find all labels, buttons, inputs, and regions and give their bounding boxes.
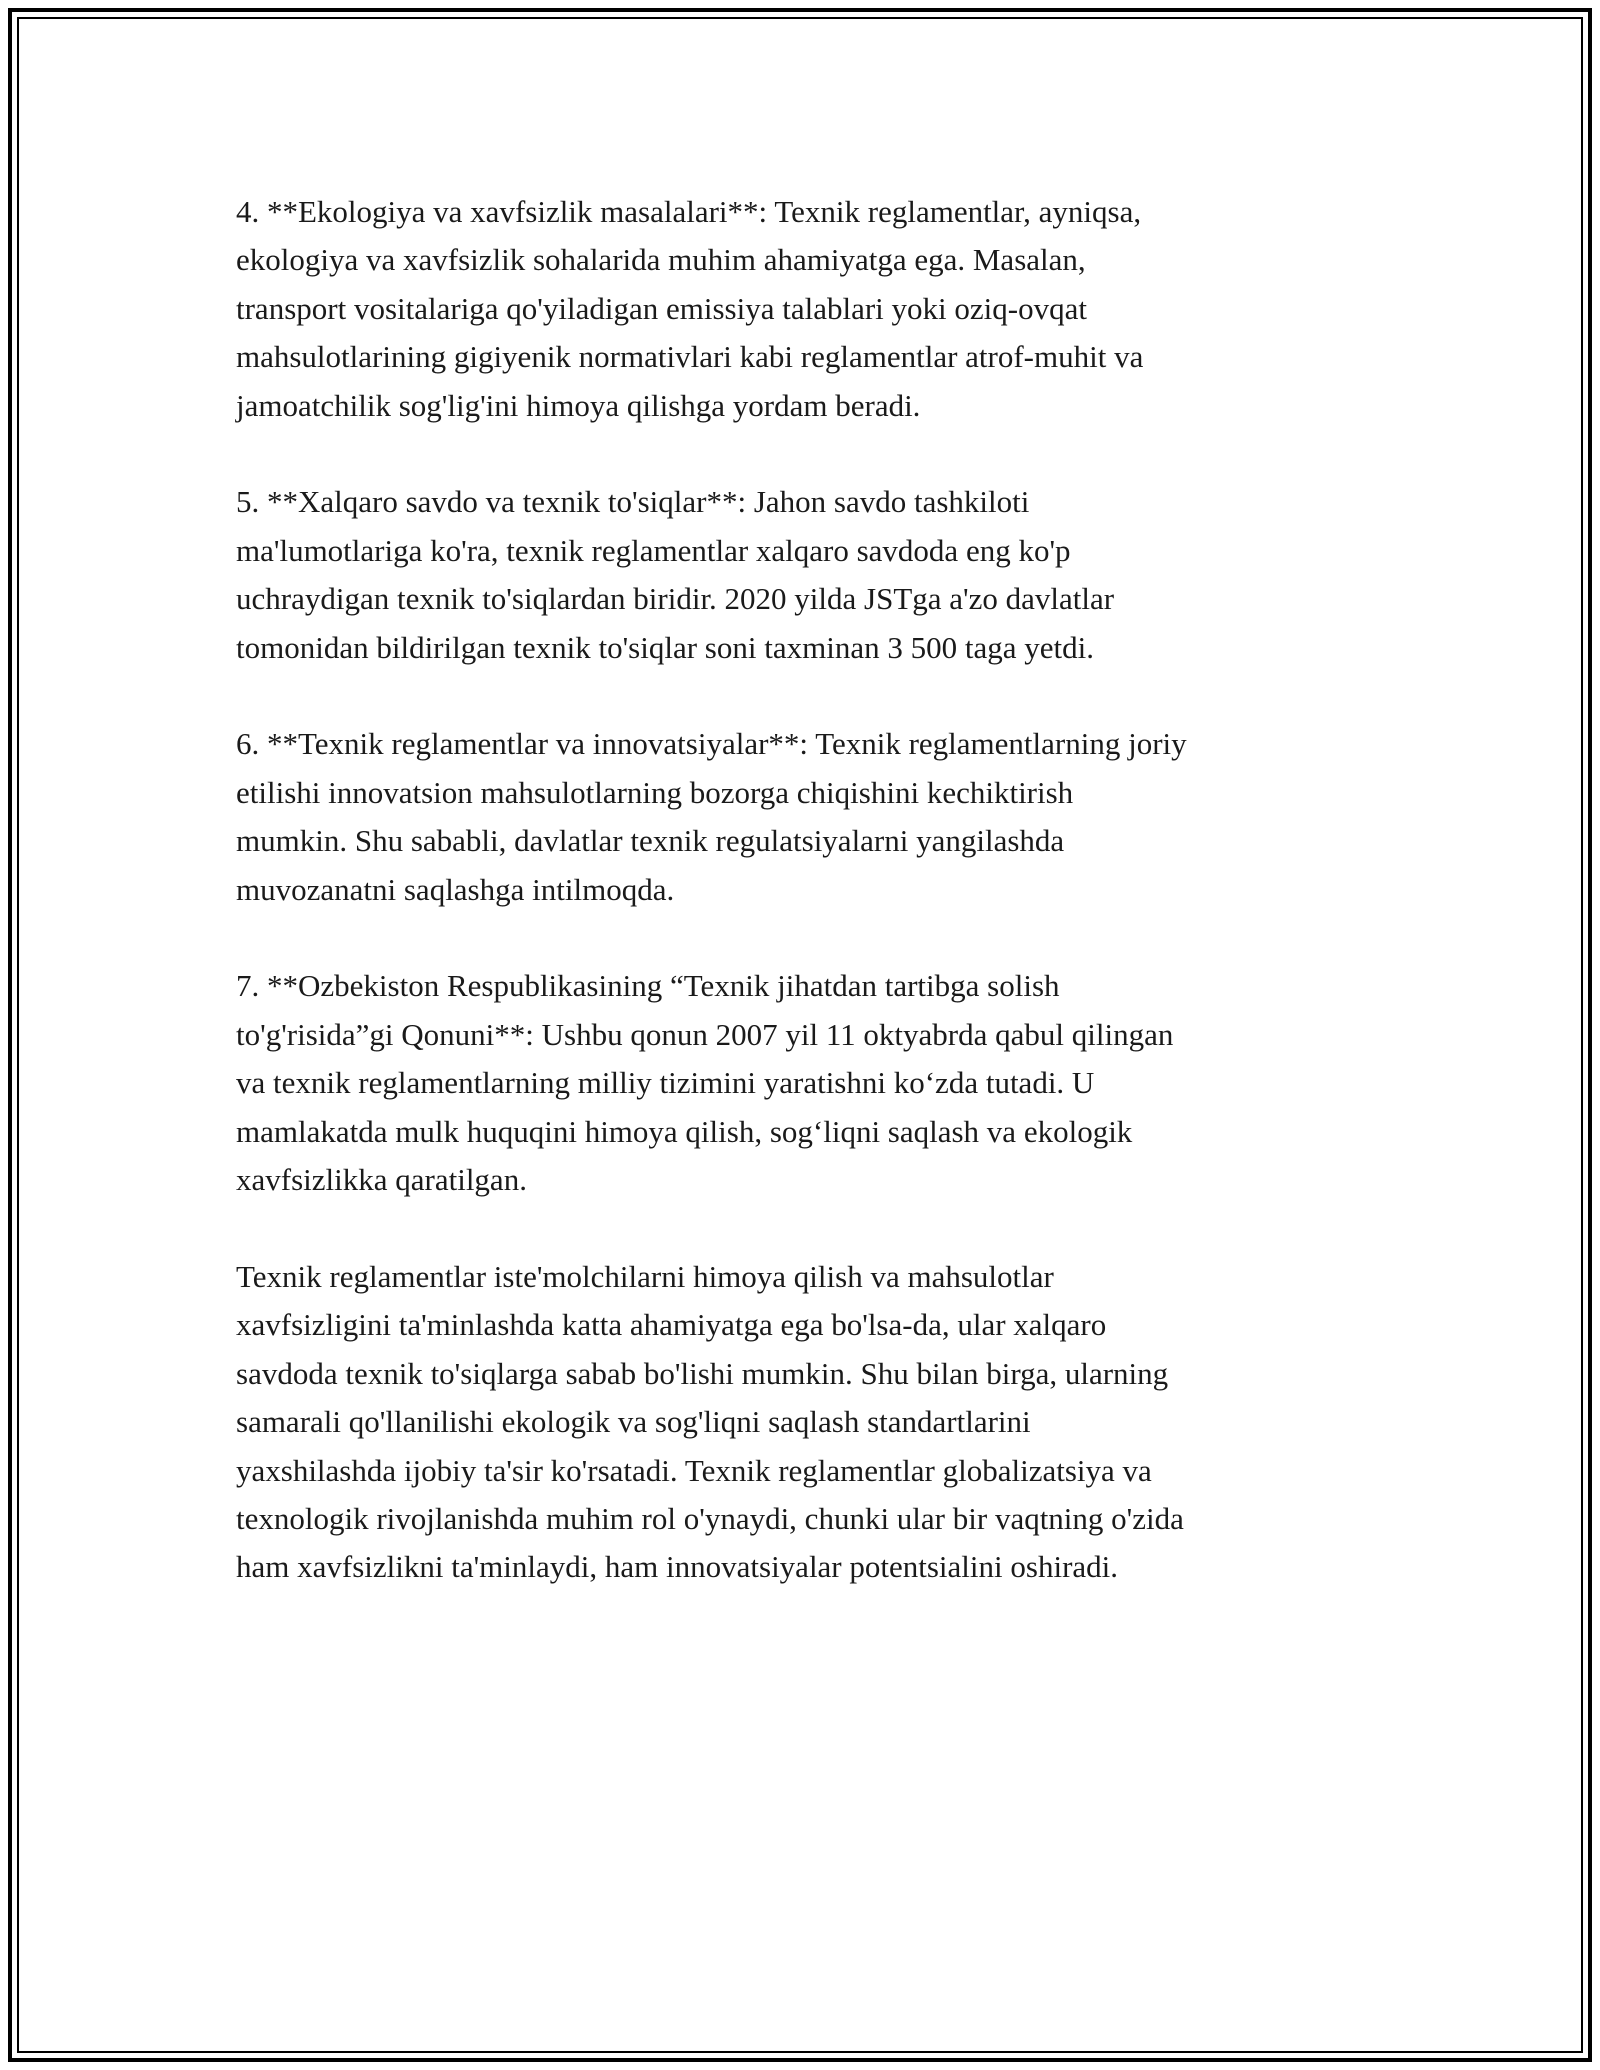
paragraph-conclusion: Texnik reglamentlar iste'molchilarni himoya qilish va mahsulotlar xavfsizligini ta'minlashda katta ahamiyatga ega bo'lsa-da, ular xalqaro savdoda texnik to'siqlarga sabab bo'lishi mumkin. Shu bilan birga, ularning samarali qo'llanilishi ekologik va sog'liqni saqlash standartlarini yaxshilashda ijobiy ta'sir ko'rsatadi. Texnik reglamentlar globalizatsiya va texnologik rivojlanishda muhim rol o'ynaydi, chunki ular bir vaqtning o'zida ham xavfsizlikni ta'minlaydi, ham innovatsiyalar potentsialini oshiradi. xyxy=(236,1258,1184,1585)
paragraph-trade-barriers: 5. **Xalqaro savdo va texnik to'siqlar**: Jahon savdo tashkiloti ma'lumotlariga ko'ra, texnik reglamentlar xalqaro savdoda eng ko'p uchraydigan texnik to'siqlardan biridir. 2020 yilda JSTga a'zo davlatlar tomonidan bildirilgan texnik to'siqlar soni taxminan 3 500 taga yetdi. xyxy=(236,484,1115,665)
paragraph-ecology-safety: 4. **Ekologiya va xavfsizlik masalalari**: Texnik reglamentlar, ayniqsa, ekologiya va xavfsizlik sohalarida muhim ahamiyatga ega. Masalan, transport vositalariga qo'yiladigan emissiya talablari yoki oziq-ovqat mahsulotlarining gigiyenik normativlari kabi reglamentlar atrof-muhit va jamoatchilik sog'lig'ini himoya qilishga yordam beradi. xyxy=(236,194,1144,423)
document-body xyxy=(236,188,1376,1592)
paragraph-uzbekistan-law: 7. **Ozbekiston Respublikasining “Texnik jihatdan tartibga solish to'g'risida”gi Qonuni**: Ushbu qonun 2007 yil 11 oktyabrda qabul qilingan va texnik reglamentlarning milliy tizimini yaratishni ko‘zda tutadi. U mamlakatda mulk huquqini himoya qilish, sog‘liqni saqlash va ekologik xavfsizlikka qaratilgan. xyxy=(236,968,1174,1198)
paragraph-innovations: 6. **Texnik reglamentlar va innovatsiyalar**: Texnik reglamentlarning joriy etilishi innovatsion mahsulotlarning bozorga chiqishini kechiktirish mumkin. Shu sababli, davlatlar texnik regulatsiyalarni yangilashda muvozanatni saqlashga intilmoqda. xyxy=(236,726,1187,907)
